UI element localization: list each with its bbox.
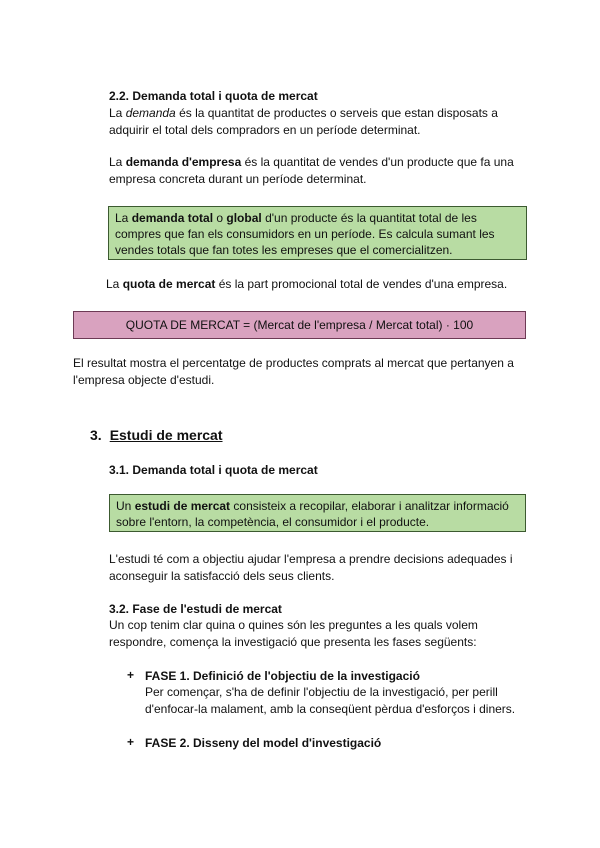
phase-1-title: FASE 1. Definició de l'objectiu de la investigació [145,669,420,683]
text-line: d'enfocar-la malament, amb la conseqüent pèrdua d'esforços i diners. [145,702,516,716]
text-fragment: La [115,211,132,225]
section-3-heading [90,426,223,444]
text-fragment: La [109,155,126,169]
demanda-total-term: demanda total [131,211,214,225]
estudi-mercat-term: estudi de mercat [134,499,231,513]
quota-mercat-term: quota de mercat [122,277,216,291]
section-2-2-heading: 2.2. Demanda total i quota de mercat [109,89,318,103]
quota-formula-box [73,311,526,339]
phase-2-title: FASE 2. Disseny del model d'investigació [145,736,382,750]
text-line: El resultat mostra el percentatge de productes comprats al mercat que pertanyen a [73,356,514,370]
fases-intro-paragraph [109,617,478,651]
text-line: l'empresa objecte d'estudi. [73,373,215,387]
demanda-total-definition-box [108,206,527,260]
demanda-term: demanda [125,106,176,120]
text-fragment: La [106,277,123,291]
text-line: respondre, comença la investigació que presenta les fases següents: [109,635,477,649]
text-fragment: d'un producte és la quantitat total de les [261,211,477,225]
text-fragment: és la quantitat de productes o serveis que estan disposats a [175,106,498,120]
text-line: aconseguir la satisfacció dels seus clients. [109,569,335,583]
objectiu-paragraph [109,551,513,585]
bullet-plus-icon: + [127,735,135,749]
demanda-empresa-term: demanda d'empresa [125,155,242,169]
formula-text: QUOTA DE MERCAT = (Mercat de l'empresa / Mercat total) · 100 [125,318,474,332]
text-fragment: La [109,106,126,120]
text-line: compres que fan els consumidors en un període. Es calcula sumant les [115,227,495,241]
text-line: L'estudi té com a objectiu ajudar l'empresa a prendre decisions adequades i [109,552,513,566]
text-line: Per començar, s'ha de definir l'objectiu de la investigació, per perill [145,685,498,699]
section-3-2-heading: 3.2. Fase de l'estudi de mercat [109,602,282,616]
text-fragment: Un [116,499,135,513]
section-3-1-heading: 3.1. Demanda total i quota de mercat [109,463,318,477]
bullet-plus-icon: + [127,668,135,682]
text-fragment: és la quantitat de vendes d'un producte que fa una [241,155,514,169]
phase-1-description [145,684,515,718]
text-fragment: consisteix a recopilar, elaborar i analitzar informació [230,499,509,513]
text-line: adquirir el total dels compradors en un període determinat. [109,123,421,137]
global-term: global [226,211,262,225]
section-number: 3. [90,427,102,443]
demanda-paragraph [109,105,498,139]
section-title: Estudi de mercat [109,427,223,443]
text-line: vendes totals que fan totes les empreses que el comercialitzen. [115,243,453,257]
estudi-mercat-definition-box [109,494,526,532]
result-paragraph [73,355,514,389]
text-line: empresa concreta durant un període determinat. [109,172,367,186]
text-fragment: és la part promocional total de vendes d'una empresa. [215,277,508,291]
quota-mercat-sentence [106,276,507,293]
text-line: sobre l'entorn, la competència, el consumidor i el producte. [116,515,430,529]
text-line: Un cop tenim clar quina o quines són les preguntes a les quals volem [109,618,478,632]
text-fragment: o [213,211,227,225]
demanda-empresa-paragraph [109,154,514,188]
